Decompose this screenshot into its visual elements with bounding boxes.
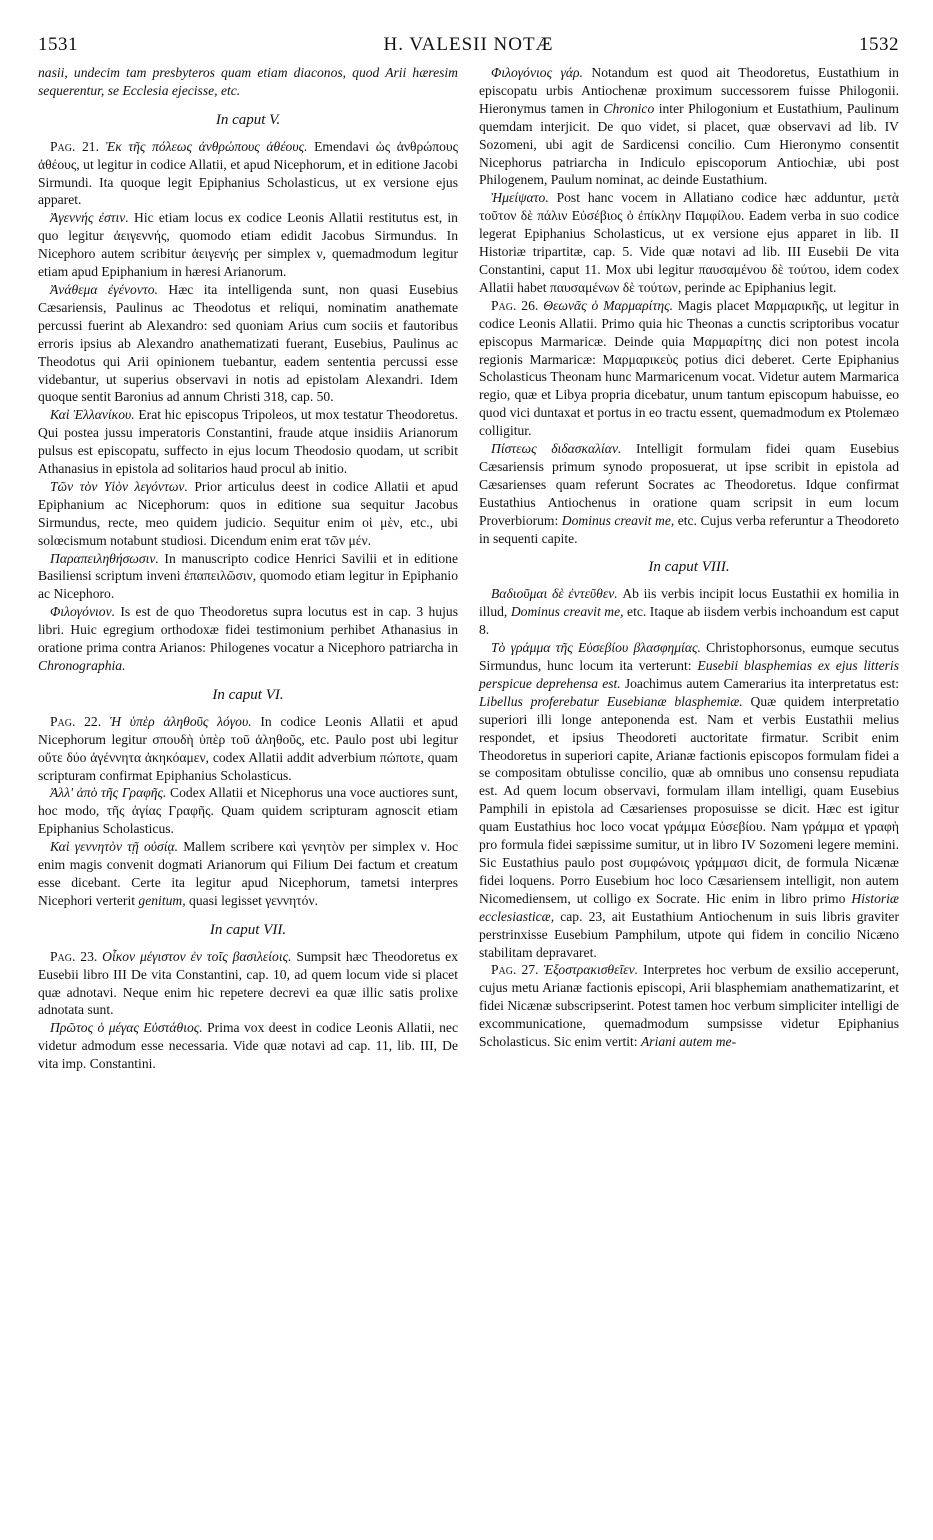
paragraph	[479, 440, 899, 547]
note-text: cap. 23, ait Eustathium Antiochenum in suis libris graviter perstrinxisse Eusebium Pamphilum, utpote qui fidem in concilio Nicæno stabilitam depravaret.	[479, 908, 899, 960]
note-text: Is est de quo Theodoretus supra locutus est in cap. 3 hujus libri. Huic egregium orthodoxæ fidei testimonium perhibet Athanasius in oratione prima contra Arianos: Philogenes vocatur a Nicephoro patriarcha in	[38, 604, 458, 656]
paragraph	[479, 297, 899, 440]
paragraph	[38, 948, 458, 1020]
paragraph	[479, 639, 899, 961]
lemma: Ἀλλ' ἀπὸ τῆς Γραφῆς.	[50, 785, 167, 801]
note-text: inter Philogonium et Eustathium, Paulinum quemdam interjicit. De quo videt, si placet, quæ observavi ad lib. IV Sozomeni, ubi agit de Sardicensi concilio. Cum Hieronymo consentit Nicephorus patriarcha in Indiculo episcoporum Antiochiæ, ubi post Philogenem, Paulum nominat, ac deinde Eustathium.	[479, 100, 899, 188]
italic-text: Dominus creavit me,	[561, 512, 675, 528]
paragraph	[38, 603, 458, 675]
note-text: In codice Leonis Allatii et apud Nicephorum legitur σπουδὴ ὑπὲρ τοῦ ἀληθοῦς, etc. Paulo post ubi legitur οὔτε δύο ἀγέννητα ἀκηκόαμεν, codex Allatii addit adverbium πώποτε, quam scripturam confirmat Epiphanius Scholasticus.	[38, 713, 458, 783]
lemma: Οἶκον μέγιστον ἐν τοῖς βασιλείοις.	[102, 948, 292, 964]
lemma: Ἀνάθεμα ἐγένοντο.	[50, 281, 158, 297]
paragraph	[38, 406, 458, 478]
italic-text: Libellus proferebatur Eusebianæ blasphemiæ.	[479, 693, 743, 709]
lemma: Ἡ ὑπὲρ ἀληθοῦς λόγου.	[109, 713, 252, 729]
paragraph	[38, 784, 458, 838]
lemma: Φιλογόνιος γάρ.	[491, 65, 583, 80]
section-heading: In caput VIII.	[648, 559, 730, 576]
note-text: Sumpsit hæc Theodoretus ex Eusebii libro III De vita Constantini, cap. 10, ad quem locum vide si placet quæ adnotavi. Neque enim hic repetere decrevi ea quæ illic satis prolixe adnotata sunt.	[38, 948, 458, 1018]
paragraph: nasii, undecim tam presbyteros quam etiam diaconos, quod Arii hæresim sequerentur, se Ecclesia ejecisse, etc.	[38, 65, 458, 98]
italic-text: Eusebii blasphemias ex ejus litteris perspicue deprehensa est.	[479, 658, 899, 691]
lemma: Πρῶτος ὁ μέγας Εὐστάθιος.	[50, 1020, 203, 1036]
paragraph	[38, 713, 458, 785]
page-ref: Pag. 21.	[50, 138, 99, 154]
page-number-right: 1532	[859, 34, 899, 55]
note-text: Hæc ita intelligenda sunt, non quasi Eusebius Cæsariensis, Paulinus ac Theodotus et reliqui, nominatim anathemate percussi fuerint ab Alexandro: sed quoniam Arius cum sociis et fautoribus erroris ipsius ab Alexandro anathematizati fuerant, Eusebius, Paulinus ac Theodotus qui Arii opinionem tuebantur, eadem sententia percussi esse videbantur, ut superius observavi in notis ad epistolam Alexandri. Idem quoque sentit Baronius ad annum Christi 318, cap. 50.	[38, 281, 458, 405]
note-text: Emendavi ὡς ἀνθρώπους ἀθέους, ut legitur in codice Allatii, et apud Nicephorum, et in editione Jacobi Sirmundi. Ita quoque legit Epiphanius Scholasticus, ut ex versione ejus apparet.	[38, 138, 458, 208]
paragraph	[38, 209, 458, 281]
paragraph	[38, 478, 458, 550]
note-text: Magis placet Μαρμαρικῆς, ut legitur in codice Leonis Allatii. Primo quia hic Theonas a cunctis scriptoribus vocatur episcopus Marmaricæ. Deinde quia Μαρμαρίτης dici non potest incola regionis Marmaricæ: Μαρμαρικεὺς potius dici deberet. Certe Epiphanius Scholasticus Theonam hunc Marmaricenum vocat. Videtur autem Marmarica regio, quæ et Libya propria dicebatur, unum tantum episcopum habuisse, eo quod vici duntaxat et portus in eo tractu essent, quemadmodum ex Ptolemæo colligitur.	[479, 297, 899, 439]
italic-text: Historiæ ecclesiasticæ,	[479, 890, 899, 924]
lemma: Πίστεως διδασκαλίαν.	[491, 441, 622, 457]
paragraph	[479, 64, 899, 189]
italic-text: Dominus creavit me,	[510, 604, 624, 620]
paragraph	[38, 281, 458, 406]
page-ref: Pag. 26.	[491, 297, 539, 313]
lemma: Τῶν τὸν Υἱὸν λεγόντων.	[50, 478, 188, 494]
note-text: Mallem scribere καὶ γενητὸν per simplex ν. Hoc enim magis convenit dogmati Arianorum qui Filium Dei factum et creatum esse dicebant. Certe ita legitur apud Nicephorum, tametsi interpres Nicephori verterit	[38, 839, 458, 908]
paragraph	[38, 550, 458, 604]
note-text: In manuscripto codice Henrici Savilii et in editione Basiliensi scriptum inveni ἐπαπειλῶσιν, quomodo etiam legitur in Epiphanio ac Nicephoro.	[38, 550, 458, 602]
lemma: Καὶ Ἑλλανίκου.	[50, 407, 135, 423]
lemma: Ἀγεννής ἐστιν.	[50, 210, 129, 226]
italic-text: genitum,	[138, 892, 186, 908]
note-text: etc. Itaque ab iisdem verbis inchoandum est caput 8.	[479, 604, 899, 638]
note-text: Ab iis verbis incipit locus Eustathii ex homilia in illud,	[479, 586, 899, 620]
note-text: Prima vox deest in codice Leonis Allatii, nec videtur admodum esse necessaria. Vide quæ notavi ad cap. 11, lib. III, De vita imp. Constantini.	[38, 1020, 458, 1072]
lemma: Τὸ γράμμα τῆς Εὐσεβίου βλασφημίας.	[491, 640, 701, 656]
note-text: Hic etiam locus ex codice Leonis Allatii restitutus est, in quo legitur ἀειγεννής, quomodo etiam edidit Jacobus Sirmundus. In Nicephoro autem scribitur ἀειγενής per simplex ν, quemadmodum legitur etiam apud Epiphanium in hæresi Arianorum.	[38, 210, 458, 280]
page-number-left: 1531	[38, 34, 78, 55]
note-text: quasi legisset γεννητόν.	[189, 892, 318, 908]
running-title: H. VALESII NOTÆ	[383, 34, 554, 55]
note-text: Post hanc vocem in Allatiano codice hæc adduntur, μετὰ τοῦτον δὲ πάλιν Εὐσέβιος ὁ ἐπίκλην Παμφίλου. Eadem verba in suo codice legerat Epiphanius Scholasticus, ut ex versione ejus apparet in lib. II Historiæ tripartitæ, cap. 5. Vide quæ notavi ad lib. III Eusebii De vita Constantini, caput 11. Mox ubi legitur παυσαμένου δὲ τούτου, idem codex Allatii habet παυσαμένων δὲ τούτων, perinde ac Epiphanius legit.	[479, 190, 899, 295]
right-column	[479, 64, 899, 1073]
paragraph	[38, 838, 458, 910]
note-text: Erat hic episcopus Tripoleos, ut mox testatur Theodoretus. Qui postea jussu imperatoris Constantini, fraude atque insidiis Arianorum pulsus est episcopatu, suffecto in ejus locum Theodosio quodam, ut scribit Athanasius in epistola ad solitarios haud procul ab initio.	[38, 407, 458, 477]
note-text: Interpretes hoc verbum de exsilio acceperunt, cujus metu Arianæ factionis episcopi, Arii blasphemiam anathematizarint, et fidei Nicænæ subscripserint. Potest tamen hoc verbum simpliciter intelligi de excommunicatione, quemadmodum sumpsisse videtur Epiphanius Scholasticus. Sic enim vertit:	[479, 962, 899, 1050]
lemma: Βαδιοῦμαι δὲ ἐντεῦθεν.	[491, 586, 618, 602]
italic-text: Ariani autem me-	[640, 1034, 737, 1050]
two-columns	[38, 64, 899, 1073]
paragraph	[479, 189, 899, 296]
lemma: Ἐκ τῆς πόλεως ἀνθρώπους ἀθέους.	[105, 138, 308, 154]
note-text: Quæ quidem interpretatio superiori illi longe anteponenda est. Nam et verbis Eustathii melius respondet, et ipsius Theodoreti auctoritate firmatur. Scribit enim Theodoretus in superiori capite, Arianæ factionis episcopos formulam fidei a se compositam obtulisse concilio, quæ ab omnibus uno consensu repudiata est. Ad quem locum observavi, formulam illam intelligi, quam Eusebius Pamphili in epistola ad Cæsarienses proposuisse se dicit. Hæc est igitur quam Eustathius hoc loco vocat γράμμα Εὐσεβίου. Nam γράμμα et γραφὴ pro formula fidei sæpissime sumitur, ut in libro IV Sozomeni legere memini. Sic Eustathius paulo post συμφώνοις γράμμασι dicit, de formula Nicænæ fidei loquens. Porro Eusebium hoc loco Cæsariensem intelligit, non autem Nicomediensem, ut colligo ex Socrate. Hic enim in libro primo	[479, 693, 899, 906]
section-heading: In caput VII.	[209, 921, 287, 938]
paragraph	[479, 585, 899, 639]
paragraph	[38, 1019, 458, 1073]
note-text: Notandum est quod ait Theodoretus, Eustathium in episcopatu urbis Antiochenæ proximum successorem fuisse Philogonii. Hieronymus tamen in	[479, 65, 899, 116]
section-heading: In caput V.	[215, 111, 281, 128]
lemma: Φιλογόνιον.	[50, 604, 116, 620]
lemma: Παραπειληθήσωσιν.	[50, 550, 159, 566]
italic-text: Chronographia.	[38, 658, 126, 673]
lemma: Καὶ γεννητὸν τῇ οὐσίᾳ.	[50, 839, 179, 855]
note-text: Christophorsonus, eumque secutus Sirmundus, hunc locum ita verterunt:	[479, 640, 899, 673]
lemma: Θεωνᾶς ὁ Μαρμαρίτης.	[543, 297, 673, 313]
running-head	[38, 34, 899, 64]
page-ref: Pag. 27.	[491, 962, 539, 978]
note-text: Codex Allatii et Nicephorus una voce auctiores sunt, hoc modo, τῆς ἁγίας Γραφῆς. Quam quidem scripturam agnoscit etiam Epiphanius Scholasticus.	[38, 785, 458, 837]
page-ref: Pag. 22.	[50, 713, 102, 729]
page-ref: Pag. 23.	[50, 948, 98, 964]
italic-text: Chronico	[603, 100, 655, 116]
lemma: Ἠμείψατο.	[491, 190, 549, 206]
left-column	[38, 64, 458, 1073]
note-text: Prior articulus deest in codice Allatii et apud Epiphanium ac Nicephorum: quos in editione sua sequitur Jacobus Sirmundus, recte, meo quidem judicio. Sequitur enim οἱ μὲν, etc., ubi solœcismum notabunt studiosi. Dicendum enim erat τῶν μέν.	[38, 478, 458, 548]
note-text: Joachimus autem Camerarius ita interpretatus est:	[624, 675, 899, 691]
note-text: Intelligit formulam fidei quam Eusebius Cæsariensis primum synodo proposuerat, ut ipse scribit in epistola ad Cæsarienses quam referunt Socrates ac Theodoretus. Idque confirmat Eustathius Antiochenus in oratione quam scripsit in eum locum Proverbiorum:	[479, 441, 900, 528]
lemma: Ἐξοστρακισθεῖεν.	[543, 962, 639, 978]
note-text: etc. Cujus verba referuntur a Theodoreto in sequenti capite.	[479, 512, 899, 546]
section-heading: In caput VI.	[212, 686, 284, 703]
paragraph	[479, 961, 899, 1051]
paragraph	[38, 138, 458, 210]
